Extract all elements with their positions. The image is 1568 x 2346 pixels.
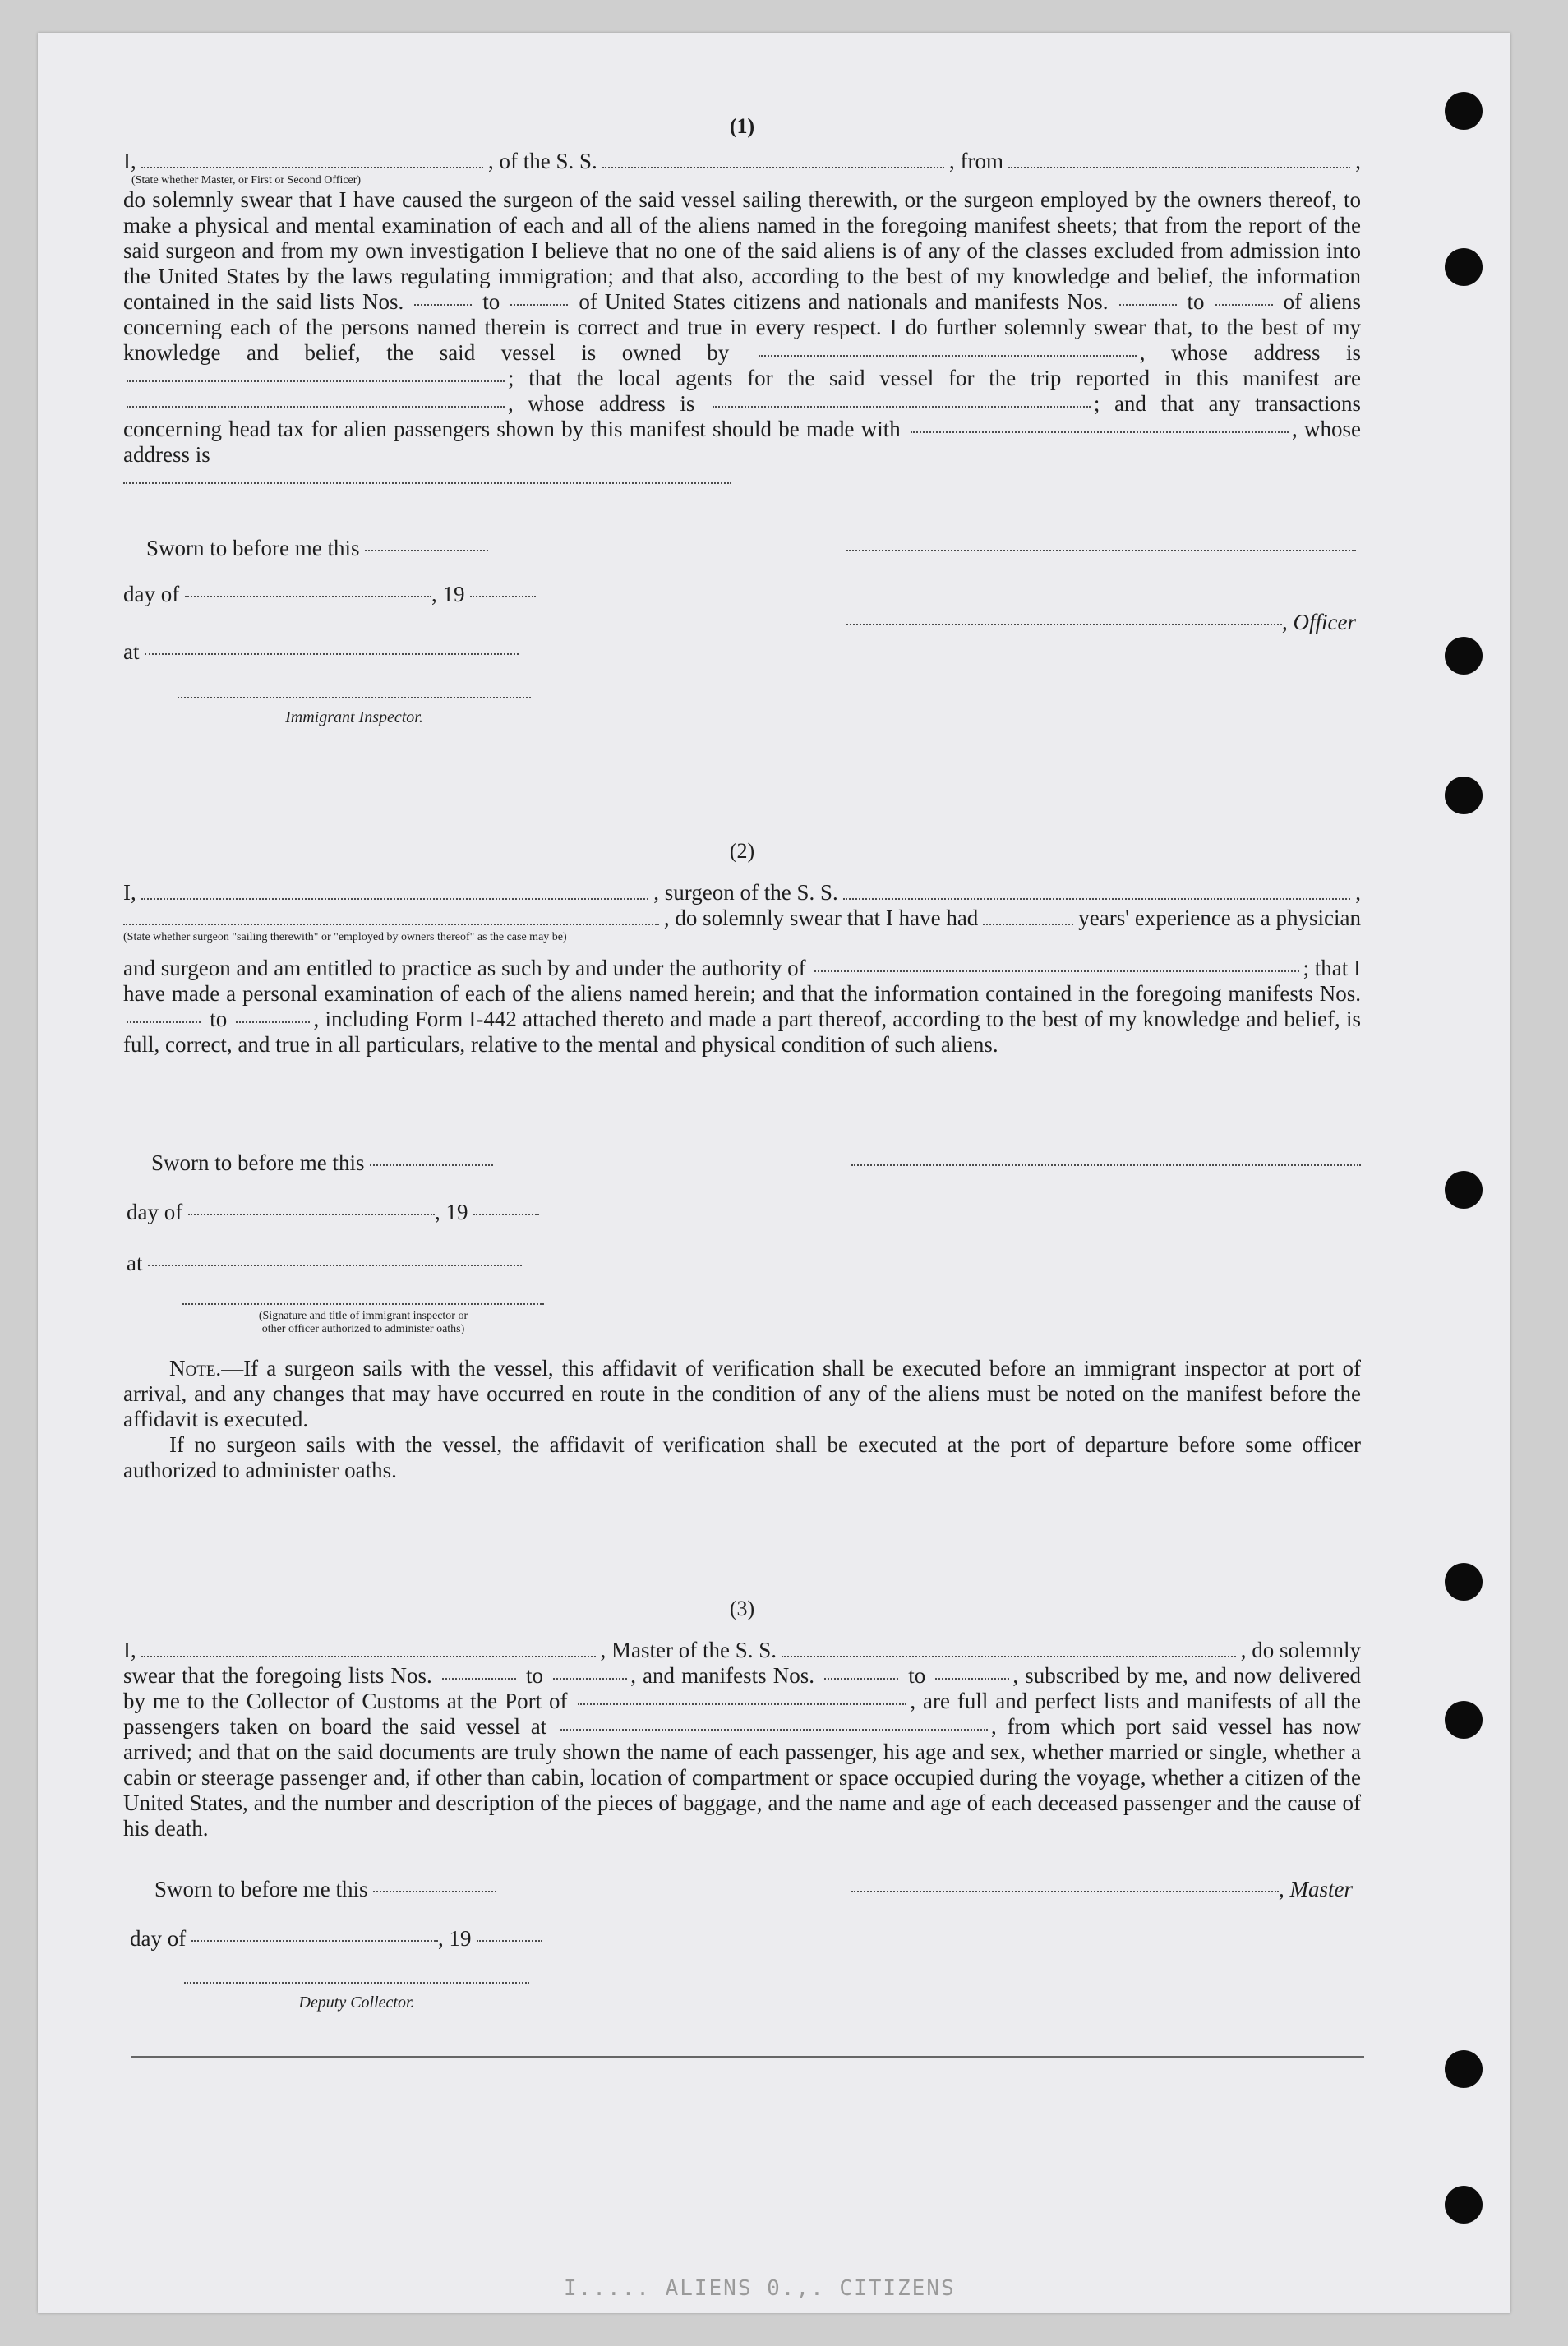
punch-hole [1445, 777, 1483, 814]
text: of United States citizens and nationals and manifests Nos. [579, 289, 1109, 314]
affidavit-body [123, 187, 1361, 493]
vessel-name-field[interactable] [602, 167, 944, 168]
punch-hole [1445, 637, 1483, 675]
text: to [482, 289, 500, 314]
text: , whose address is [508, 391, 695, 416]
inspector-signature-block [178, 697, 531, 727]
section-number: (1) [729, 114, 755, 138]
at-field[interactable] [148, 1265, 522, 1266]
vessel-name-field[interactable] [843, 898, 1351, 900]
manifest-from-field[interactable] [1119, 304, 1177, 306]
year-field[interactable] [477, 1940, 542, 1942]
at-line [127, 1251, 522, 1276]
text: , do solemnly swear that I have had [663, 906, 979, 930]
port-field[interactable] [578, 1703, 906, 1705]
text: of aliens concerning each of the persons named therein is correct and true in every respect. I do further solemnly swear that, to the best of my knowledge and belief, the said vessel is owned by [123, 289, 1362, 365]
officer-signature-line [846, 610, 1356, 635]
year-field[interactable] [470, 596, 536, 597]
head-tax-address-field[interactable] [123, 482, 731, 484]
affidavit-body [123, 1663, 1361, 1841]
surgeon-name-field[interactable] [141, 898, 649, 900]
affidavit-body [123, 956, 1361, 1058]
text: , Officer [1282, 610, 1356, 634]
text: to [526, 1663, 544, 1688]
text: , including Form I-442 attached thereto and made a part thereof, according to the best of my knowledge and belief, is full, correct, and true in all particulars, relative to the mental and physical condition of such aliens. [123, 1007, 1361, 1057]
sworn-day-field[interactable] [370, 1164, 493, 1166]
sworn-day-field[interactable] [373, 1891, 496, 1892]
officer-name-field[interactable] [141, 167, 483, 168]
affidavit-master [123, 113, 1361, 493]
text: —If a surgeon sails with the vessel, this affidavit of verification shall be executed before an immigrant inspector at port of arrival, and any changes that may have occurred en route in the condition of any of the aliens must be noted on the manifest before the affidavit is executed. [123, 1356, 1361, 1431]
signature-line[interactable] [846, 536, 1356, 561]
text: ; and that any transactions concerning head tax for alien passengers shown by this manifest should be made with [123, 391, 1361, 441]
text: If no surgeon sails with the vessel, the affidavit of verification shall be executed at the port of departure before some officer authorized to administer oaths. [123, 1432, 1361, 1482]
owner-address-field[interactable] [127, 380, 505, 382]
sworn-line [154, 1877, 496, 1902]
note-title: Note. [169, 1356, 222, 1380]
text: ; that I have made a personal examination of each of the aliens named herein; and that the information contained in the foregoing manifests Nos. [123, 956, 1362, 1006]
text: to [1187, 289, 1205, 314]
surgeon-note: (State whether surgeon "sailing therewith" or "employed by owners thereof" as the case may be) [123, 931, 567, 943]
day-of-field[interactable] [188, 1214, 435, 1215]
deputy-signature-block [184, 1982, 529, 2012]
owner-field[interactable] [759, 355, 1137, 357]
text: , 19 [431, 582, 465, 606]
bottom-rule [131, 2056, 1364, 2058]
list-from-field[interactable] [442, 1678, 516, 1680]
text: to [908, 1663, 926, 1688]
master-name-field[interactable] [141, 1656, 596, 1657]
vessel-name-field[interactable] [782, 1656, 1236, 1657]
note-block [123, 1356, 1361, 1483]
text: , subscribed by me, and now delivered by me to the Collector of Customs at the Port of [123, 1663, 1362, 1713]
punch-hole [1445, 248, 1483, 286]
year-field[interactable] [473, 1214, 539, 1215]
affidavit-master-customs [123, 1596, 1361, 1841]
manifest-to-field[interactable] [935, 1678, 1009, 1680]
manifest-to-field[interactable] [1215, 304, 1273, 306]
affidavit-heading-line [123, 880, 1361, 906]
text: , of the S. S. [488, 149, 597, 173]
caption: Immigrant Inspector. [285, 708, 423, 726]
text: , surgeon of the S. S. [653, 880, 838, 905]
text: do solemnly swear that I have caused the surgeon of the said vessel sailing therewith, or the surgeon employed by the owners thereof, to make a physical and mental examination of each and all of the aliens named in the foregoing manifest sheets; that from the report of the said surgeon and from my own investigation I believe that no one of the said aliens is of any of the classes excluded from admission into the United States by the laws regulating immigration; and that also, according to the best of my knowledge and belief, the information contained in the said lists Nos. [123, 187, 1361, 314]
inspector-signature-block [182, 1303, 544, 1336]
text: , are full and perfect lists and manifests of all the passengers taken on board the said vessel at [123, 1689, 1361, 1739]
text: I, [123, 880, 136, 905]
text: , whose address is [1139, 340, 1361, 365]
surgeon-type-field[interactable] [123, 924, 659, 925]
text: , and manifests Nos. [630, 1663, 815, 1688]
list-to-field[interactable] [510, 304, 568, 306]
text: , do solemnly [1240, 1638, 1362, 1662]
text: Sworn to before me this [151, 1150, 365, 1175]
punch-hole [1445, 1171, 1483, 1209]
text: ; that the local agents for the said vessel for the trip reported in this manifest are [508, 366, 1361, 390]
text: day of [130, 1926, 187, 1951]
text: at [127, 1251, 143, 1275]
departure-port-field[interactable] [1008, 167, 1350, 168]
text: swear that the foregoing lists Nos. [123, 1663, 432, 1688]
manifest-from-field[interactable] [127, 1021, 201, 1023]
agents-address-field[interactable] [713, 406, 1091, 408]
text: Sworn to before me this [146, 536, 360, 560]
text: day of [123, 582, 180, 606]
caption: Deputy Collector. [298, 1993, 415, 2012]
punch-hole [1445, 2050, 1483, 2088]
text: , from which port said vessel has now arrived; and that on the said documents are truly shown the name of each passenger, his age and sex, whether married or single, whether a cabin or steerage passenger and, if other than cabin, location of compartment or space occupied during the voyage, whether a citizen of the United States, and the number and description of the pieces of baggage, and the name and age of each deceased passenger and the cause of his death. [123, 1714, 1361, 1841]
caption: (Signature and title of immigrant inspector or [258, 1310, 468, 1322]
surgeon-signature-line[interactable] [851, 1150, 1361, 1176]
affidavit-surgeon [123, 838, 1361, 1058]
inspector-signature-field[interactable] [178, 697, 531, 698]
list-to-field[interactable] [553, 1678, 627, 1680]
punch-hole [1445, 1563, 1483, 1601]
affidavit-heading-line [123, 149, 1361, 174]
text: , 19 [437, 1926, 472, 1951]
agents-field[interactable] [127, 406, 505, 408]
inspector-signature-field[interactable] [182, 1303, 544, 1305]
footer-stamp: I..... ALIENS 0.,. CITIZENS [564, 2276, 956, 2301]
caption: other officer authorized to administer oaths) [261, 1323, 465, 1335]
text: , [1355, 149, 1361, 173]
text: to [210, 1007, 228, 1031]
affidavit-heading-line [123, 906, 1361, 931]
sworn-line [146, 536, 488, 561]
head-tax-contact-field[interactable] [911, 431, 1289, 433]
sworn-line [151, 1150, 493, 1176]
years-field[interactable] [983, 924, 1073, 925]
day-of-field[interactable] [191, 1940, 438, 1942]
sworn-day-field[interactable] [365, 550, 488, 551]
text: at [123, 639, 140, 664]
text: day of [127, 1200, 183, 1224]
note-paragraph [123, 1356, 1361, 1432]
authority-field[interactable] [814, 970, 1299, 972]
text: , [1355, 880, 1362, 905]
officer-note: (State whether Master, or First or Second Officer) [131, 174, 362, 187]
at-field[interactable] [145, 653, 519, 655]
affidavit-heading-line [123, 1638, 1361, 1663]
day-of-line [123, 582, 536, 607]
deputy-signature-field[interactable] [184, 1982, 529, 1984]
manifest-from-field[interactable] [824, 1678, 898, 1680]
text: I, [123, 1638, 136, 1662]
list-from-field[interactable] [414, 304, 472, 306]
text: years' experience as a physician [1078, 906, 1361, 930]
day-of-line [127, 1200, 539, 1225]
section-number: (3) [729, 1597, 755, 1620]
text: , Master of the S. S. [600, 1638, 777, 1662]
text: Sworn to before me this [154, 1877, 368, 1901]
officer-signature-field[interactable] [846, 624, 1282, 625]
master-signature-line [851, 1877, 1353, 1902]
note-paragraph [123, 1432, 1361, 1483]
punch-hole [1445, 2186, 1483, 2224]
section-number: (2) [729, 839, 755, 863]
punch-hole [1445, 1701, 1483, 1739]
day-of-line [130, 1926, 542, 1952]
text: , Master [1279, 1877, 1353, 1901]
text: , from [949, 149, 1003, 173]
text: and surgeon and am entitled to practice as such by and under the authority of [123, 956, 806, 980]
text: I, [123, 149, 136, 173]
day-of-field[interactable] [185, 596, 431, 597]
at-line [123, 639, 519, 665]
master-signature-field[interactable] [851, 1891, 1279, 1892]
embark-port-field[interactable] [560, 1729, 988, 1731]
manifest-to-field[interactable] [236, 1021, 310, 1023]
punch-hole [1445, 92, 1483, 130]
text: , whose address is [123, 417, 1361, 467]
manifest-reverse-page [38, 33, 1510, 2313]
text: , 19 [434, 1200, 468, 1224]
